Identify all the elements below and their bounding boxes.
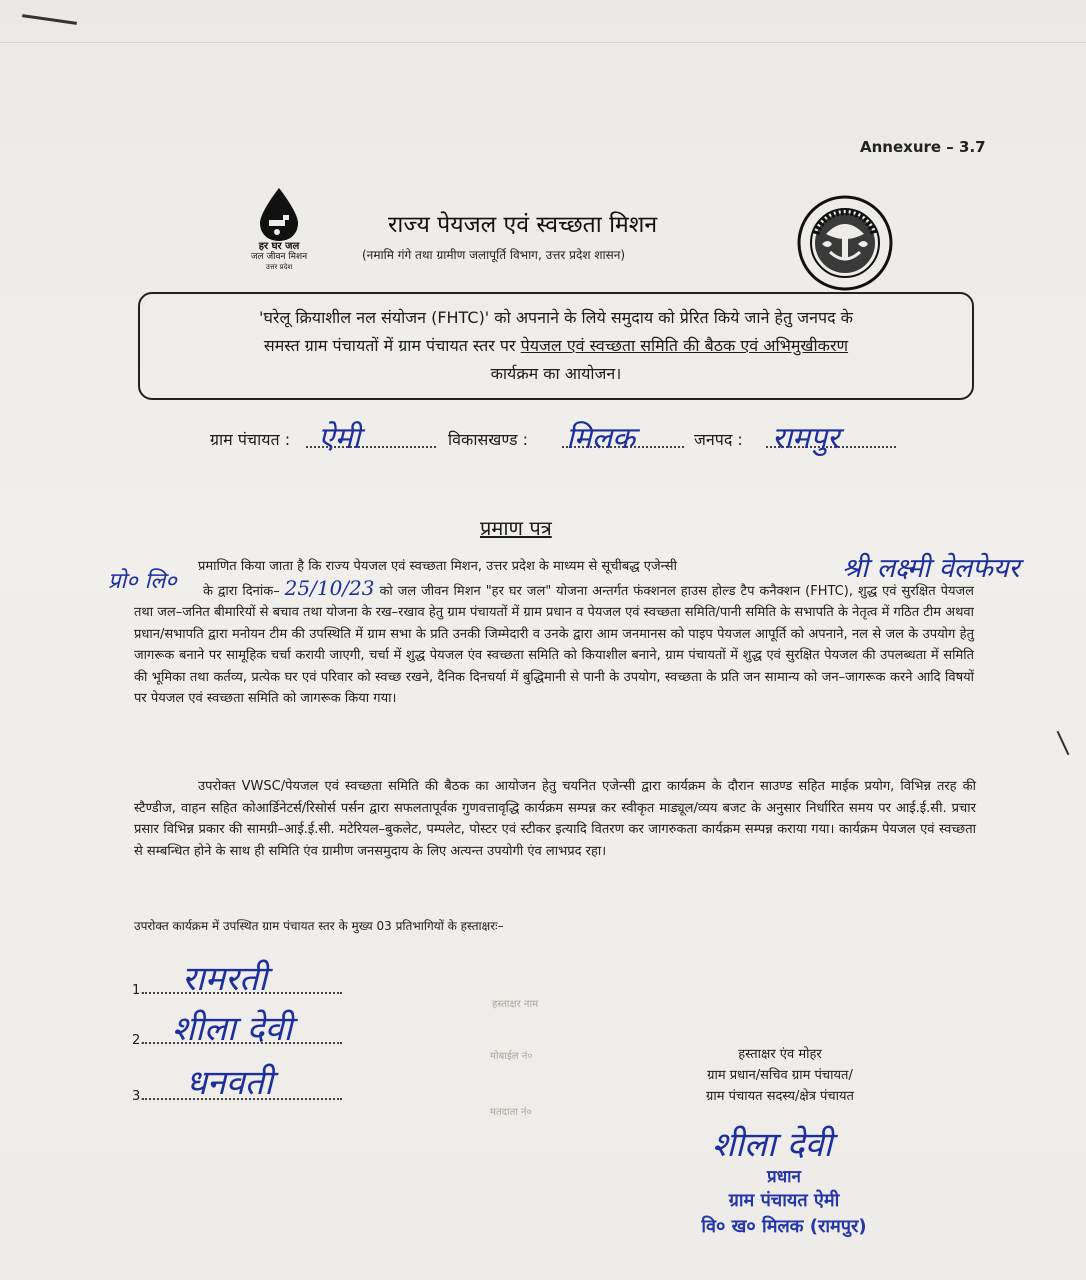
title-box xyxy=(138,292,974,400)
stamp-line-2: ग्राम पंचायत ऐमी xyxy=(728,1190,840,1211)
up-govt-emblem xyxy=(796,194,894,292)
signature-2-handwritten: शीला देवी xyxy=(172,1009,293,1049)
p1-part-b: के द्वारा दिनांक– xyxy=(198,583,280,599)
faint-label-voter: मतदाता नं० xyxy=(490,1107,532,1118)
vikaskhand-value: मिलक xyxy=(566,421,636,456)
official-sign-block xyxy=(660,1044,900,1107)
event-date-handwritten: 25/10/23 xyxy=(284,575,375,600)
har-ghar-jal-logo xyxy=(244,186,314,276)
vikaskhand-label: विकासखण्ड : xyxy=(448,430,529,449)
annexure-label: Annexure – 3.7 xyxy=(860,138,986,156)
sign-block-line-3: ग्राम पंचायत सदस्य/क्षेत्र पंचायत xyxy=(706,1089,854,1104)
proprietor-handwritten: प्रो० लि० xyxy=(108,569,177,594)
stamp-line-1: प्रधान xyxy=(767,1167,801,1187)
gram-panchayat-value: ऐमी xyxy=(318,421,361,456)
sign-block-line-1: हस्ताक्षर एंव मोहर xyxy=(738,1047,822,1062)
sign-block-line-2: ग्राम प्रधान/सचिव ग्राम पंचायत/ xyxy=(707,1068,853,1083)
water-drop-icon xyxy=(256,186,302,242)
pradhan-stamp xyxy=(664,1166,904,1240)
corner-pen-mark xyxy=(22,14,77,25)
logo-caption-3: उत्तर प्रदेश xyxy=(265,263,293,271)
certificate-paragraph-1 xyxy=(134,556,974,710)
faint-label-mobile: मोबाईल नं० xyxy=(490,1051,533,1062)
margin-pen-mark xyxy=(1057,731,1070,755)
signature-3-handwritten: धनवती xyxy=(186,1063,273,1103)
p1-part-a: प्रमाणित किया जाता है कि राज्य पेयजल एवं स्वच्छता मिशन, उत्तर प्रदेश के माध्यम से सूचीबद्ध एजेन्सी xyxy=(198,559,677,574)
mission-title: राज्य पेयजल एवं स्वच्छता मिशन xyxy=(388,212,658,238)
title-line-2 xyxy=(160,332,952,360)
certificate-heading: प्रमाण पत्र xyxy=(480,516,552,540)
logo-caption-2: जल जीवन मिशन xyxy=(250,252,308,262)
stamp-line-3: वि० ख० मिलक (रामपुर) xyxy=(701,1216,867,1237)
pradhan-signature-handwritten: शीला देवी xyxy=(712,1125,833,1165)
participants-intro: उपरोक्त कार्यक्रम में उपस्थित ग्राम पंचायत स्तर के मुख्य 03 प्रतिभागियों के हस्ताक्षरः– xyxy=(134,919,504,933)
signature-number-1: 1. xyxy=(132,983,145,998)
janpad-value: रामपुर xyxy=(772,421,840,456)
agency-name-handwritten: श्री लक्ष्मी वेलफेयर xyxy=(842,553,1020,584)
signature-1-handwritten: रामरती xyxy=(182,959,268,999)
p1-part-c: को जल जीवन मिशन "हर घर जल" योजना अन्तर्गत फंक्शनल हाउस होल्ड टैप कनैक्शन (FHTC), शुद्ध एवं सुरक्षित पेयजल तथा जल–जनित बीमारियों से बचाव तथा योजना के रख–रखाव हेतु ग्राम पंचायतों में ग्राम प्रधान व पेयजल एवं स्वच्छता समिति/पानी समिति के सभापति के नेतृत्व में गठित टीम अथवा प्रधान/सभापति द्वारा मनोयन टीम की उपस्थिति में ग्राम सभा के प्रति उनकी जिम्मेदारी व उनके द्वारा आम जनमानस को पाइप पेयजल आपूर्ति को अपनाने, नल से जल के उपयोग हेतु जागरूक बनाने पर सामूहिक चर्चा करायी जाएगी, चर्चा में शुद्ध पेयजल एंव स्वच्छता समिति को कियाशील बनाने, ग्राम पंचायतों में शुद्ध एवं सुरक्षित पेयजल की उपलब्धता में समिति की भूमिका तथा कर्तव्य, प्रत्येक घर एवं परिवार को स्वच्छ रखने, दैनिक दिनचर्या में बुद्धिमानी से पानी के उपयोग, स्वच्छता के प्रति जन सामान्य को जन–जागरूक करने आदि विषयों पर पेयजल एवं स्वच्छता समिति को जागरूक किया गया। xyxy=(134,583,974,706)
faint-label-name: हस्ताक्षर नाम xyxy=(492,999,539,1010)
title-line-1: 'घरेलू क्रियाशील नल संयोजन (FHTC)' को अपनाने के लिये समुदाय को प्रेरित किये जाने हेतु जनपद के xyxy=(259,308,853,327)
gram-panchayat-label: ग्राम पंचायत : xyxy=(210,430,291,449)
signature-number-3: 3. xyxy=(132,1089,145,1104)
mission-subtitle: (नमामि गंगे तथा ग्रामीण जलापूर्ति विभाग, उत्तर प्रदेश शासन) xyxy=(362,248,626,262)
fold-line xyxy=(0,42,1086,43)
logo-caption-1: हर घर जल xyxy=(258,241,300,252)
signature-number-2: 2. xyxy=(132,1033,145,1048)
title-line-2-underlined: पेयजल एवं स्वच्छता समिति की बैठक एवं अभिमुखीकरण xyxy=(520,336,849,355)
title-line-3: कार्यक्रम का आयोजन। xyxy=(490,364,622,383)
janpad-label: जनपद : xyxy=(694,430,743,449)
certificate-paragraph-2 xyxy=(134,776,976,862)
title-line-2-plain: समस्त ग्राम पंचायतों में ग्राम पंचायत स्तर पर xyxy=(263,336,521,355)
p2-text: उपरोक्त VWSC/पेयजल एवं स्वच्छता समिति की बैठक का आयोजन हेतु चयनित एजेन्सी द्वारा कार्यक्रम के दौरान साउण्ड सहित माईक प्रयोग, विभिन्न तरह की स्टैण्डीज, वाहन सहित कोआर्डिनेटर्स/रिसोर्स पर्सन द्वारा सफलतापूर्वक गुणवत्तावृद्धि कार्यक्रम सम्पन्न कर स्वीकृत माड्यूल/व्यय बजट के अनुसार निर्धारित समय पर आई.ई.सी. प्रचार प्रसार विभिन्न प्रकार की सामग्री–आई.ई.सी. मटेरियल–बुकलेट, पम्पलेट, पोस्टर एवं स्टीकर इत्यादि वितरण कर जागरुकता कार्यक्रम सम्पन्न कराया गया। कार्यक्रम पेयजल एवं स्वच्छता से सम्बन्धित होने के साथ ही समिति एंव ग्रामीण जनसमुदाय के लिए अत्यन्त उपयोगी एंव लाभप्रद रहा। xyxy=(134,779,976,859)
location-fields xyxy=(210,420,990,470)
emblem-seal-icon xyxy=(796,194,894,292)
